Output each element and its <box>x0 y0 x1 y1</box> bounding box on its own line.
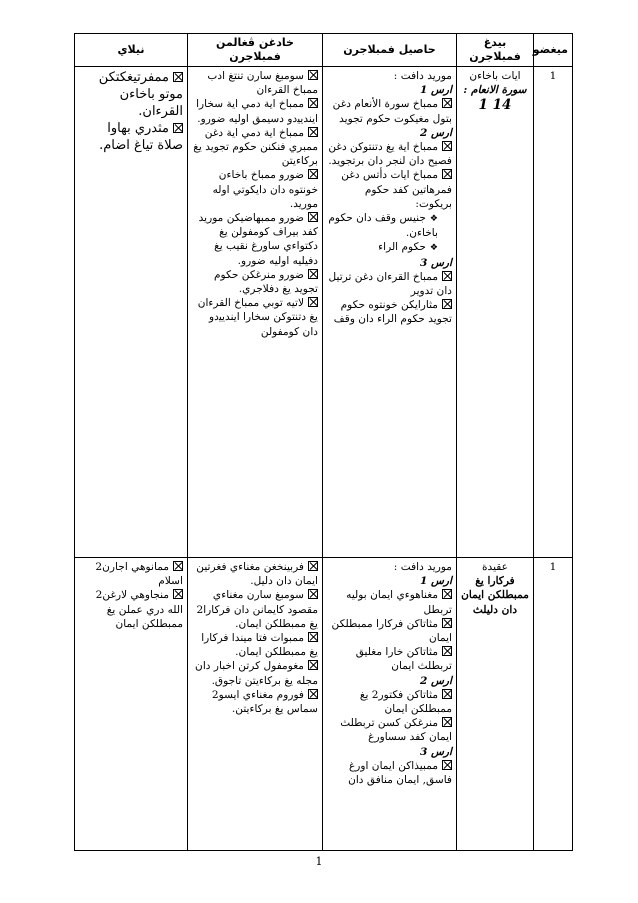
checkbox-icon <box>308 589 318 599</box>
checkbox-icon <box>173 561 183 571</box>
checkbox-icon <box>308 689 318 699</box>
table-row <box>75 67 573 558</box>
week-number: 1 <box>549 561 557 573</box>
checkbox-icon <box>308 297 318 307</box>
outcome-cell <box>323 558 457 851</box>
checkbox-icon <box>442 760 452 770</box>
page <box>74 33 571 851</box>
activity-item: سومبغ سارن تنتغ ادب ممباخ القرءان <box>207 70 318 97</box>
checkbox-icon <box>442 299 452 309</box>
outcome-item: مثاتاكن فكتور2 يغ ممبطلكن ايمان <box>359 688 452 716</box>
checkbox-icon <box>308 660 318 670</box>
outcome-level: ارس 3 <box>419 745 452 758</box>
header-row <box>75 34 573 67</box>
standard-verse: 14 1 <box>478 97 512 114</box>
checkbox-icon <box>308 632 318 642</box>
week-cell <box>534 558 573 851</box>
outcome-level: ارس 2 <box>419 674 452 687</box>
standard-bold-line: ممبطلكن ايمان <box>461 589 529 602</box>
checkbox-icon <box>308 212 318 222</box>
outcome-item: مغناهوءي ايمان بوليه تربطل <box>346 589 452 616</box>
activity-item: فوروم مغناءي ايسو2 سماس يغ بركاءيتن. <box>211 688 318 716</box>
activity-item: ضورو منرغكن حكوم تجويد يغ دفلاجري. <box>213 268 318 296</box>
value-item: مثدري بهاوا صلاة تياغ اضام. <box>99 121 183 153</box>
checkbox-icon <box>308 98 318 108</box>
outcome-item: مثارايكن خونتوه حكوم تجويد حكوم الراء دان وقف <box>333 299 452 326</box>
checkbox-icon <box>173 589 183 599</box>
outcome-level: ارس 1 <box>419 84 452 97</box>
header-week: ميغضو <box>534 34 573 67</box>
standard-title: عقيدة <box>482 561 508 573</box>
activity-item: مغومفول كرتن اخبار دان مجله يغ بركاءيتن تاجوق. <box>195 660 318 687</box>
outcome-level: ارس 1 <box>419 575 452 588</box>
outcome-intro: موريد دافت : <box>393 561 452 573</box>
activity-item: ضورو ممبهاضيكن موريد كفد بيراف كومفولن يغ دكتواءي ساورغ نقيب يغ دفيليه اوليه ضورو. <box>198 212 318 267</box>
checkbox-icon <box>442 618 452 628</box>
checkbox-icon <box>442 689 452 699</box>
checkbox-icon <box>308 269 318 279</box>
lesson-plan-table <box>74 33 573 851</box>
diamond-bullet-icon: ❖ <box>429 214 438 225</box>
standard-bold-line: دان دليلث <box>472 603 518 616</box>
page-number: 1 <box>315 855 323 868</box>
checkbox-icon <box>442 98 452 108</box>
diamond-bullet-icon: ❖ <box>429 243 438 254</box>
activity-item: لاتيه توبي ممباخ القرءان يغ دتنتوكن سخارا ايندﯾﯿدو دان كومفولن <box>197 297 318 338</box>
checkbox-icon <box>442 141 452 151</box>
checkbox-icon <box>442 717 452 727</box>
standard-title: ايات باخاءن <box>469 70 521 82</box>
outcome-item: ممبيذاكن ايمان اورغ فاسق, ايمان منافق دان <box>348 759 452 787</box>
outcome-item: مثاتاكن خارا مغليق تربطلث ايمان <box>355 646 452 673</box>
standard-bold-line: فركارا يغ <box>475 575 515 588</box>
checkbox-icon <box>308 169 318 179</box>
checkbox-icon <box>308 127 318 137</box>
value-item: منجاوهي لارغن2 الله دري عملن يغ ممبطلكن ايمان <box>95 589 183 630</box>
outcome-item: مثاتاكن فركارا ممبطلكن ايمان <box>331 617 452 645</box>
activity-item: ممباخ اية دمي اية دغن ممبري فنكنن حكوم تجويد يغ بركاءيتن <box>193 126 318 168</box>
activity-item: ضورو ممباخ باخاءن خونتوه دان دايكوتي اوله موريد. <box>212 169 318 210</box>
header-activities: خادغن ڤغالمن فمبلاجرن <box>188 34 323 67</box>
checkbox-icon <box>173 72 183 82</box>
checkbox-icon <box>442 271 452 281</box>
standard-cell <box>457 67 534 558</box>
activity-item: ممبوات فتا ميندا فركارا يغ ممبطلكن ايمان. <box>201 632 318 659</box>
checkbox-icon <box>308 70 318 80</box>
outcome-level: ارس 3 <box>419 256 452 269</box>
header-standard-plan: بيدغ فمبلاجرن <box>457 34 534 67</box>
activity-item: فربينخغن مغناءي فغرتين ايمان دان دليل. <box>196 561 318 588</box>
activities-cell <box>188 67 323 558</box>
activity-item: ممباخ اية دمي اية سخارا ايندﯾﯿدو دسيمق اوليه ضورو. <box>196 98 318 125</box>
checkbox-icon <box>442 589 452 599</box>
value-item: ممفرتيغكتكن موتو باخاءن القرءان. <box>98 70 183 119</box>
week-number: 1 <box>549 70 557 82</box>
standard-surah: سورة الانعام : <box>463 84 527 97</box>
activity-item: سومبغ سارن مغناءي مقصود كايمانن دان فركارا2 يغ ممبطلكن ايمان. <box>196 589 318 630</box>
outcome-item: ممباخ اية يغ دتنتوكن دغن فصيح دان لنجر دان برتجويد. <box>328 141 452 168</box>
outcome-bullet: ❖حكوم الراء <box>327 240 452 255</box>
outcome-bullet: ❖جنيس وقف دان حكوم باخاءن. <box>328 212 438 240</box>
checkbox-icon <box>442 646 452 656</box>
outcome-item: ممباخ ايات دأتس دغن فمرهاتين كفد حكوم بريكوت: <box>341 169 452 210</box>
outcome-intro: موريد دافت : <box>393 70 452 82</box>
header-values: نيلاي <box>75 34 188 67</box>
values-cell <box>75 67 188 558</box>
checkbox-icon <box>442 169 452 179</box>
outcome-item: ممباخ سورة الأنعام دغن بتول مغيكوت حكوم تجويد <box>332 98 452 125</box>
header-outcome: حاصيل فمبلاجرن <box>323 34 457 67</box>
outcome-item: ممباخ القرءان دغن ترتيل دان تدوير <box>328 270 452 298</box>
value-item: ممانوهي اجارن2 اسلام <box>95 561 183 588</box>
week-cell <box>534 67 573 558</box>
checkbox-icon <box>173 123 183 133</box>
checkbox-icon <box>308 561 318 571</box>
outcome-cell <box>323 67 457 558</box>
values-cell <box>75 558 188 851</box>
outcome-item: منرغكن كسن تربطلث ايمان كفد سساورغ <box>340 717 452 744</box>
activities-cell <box>188 558 323 851</box>
standard-cell <box>457 558 534 851</box>
table-row <box>75 558 573 851</box>
outcome-level: ارس 2 <box>419 126 452 139</box>
